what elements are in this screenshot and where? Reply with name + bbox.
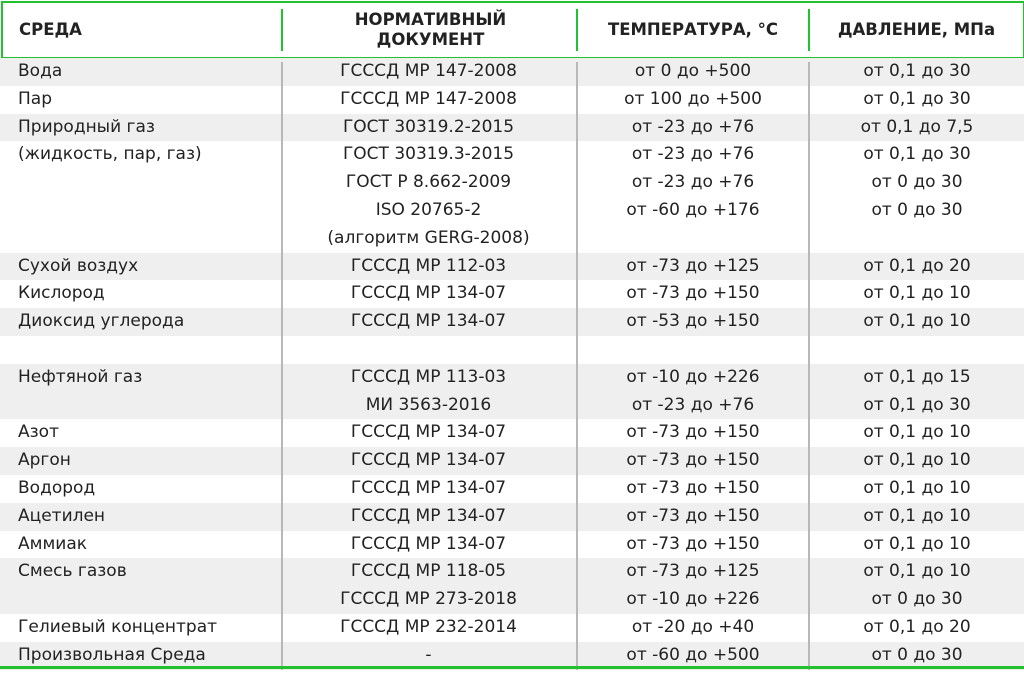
cell-temperature: от 0 до +500 xyxy=(634,61,752,81)
cell-medium: Нефтяной газ xyxy=(18,366,143,387)
cell-temperature: от -23 до +76 xyxy=(631,172,755,193)
cell-pressure: от 0 до 30 xyxy=(871,589,963,610)
cell-temperature: от -73 до +125 xyxy=(626,561,760,582)
cell-medium: Природный газ xyxy=(18,116,155,137)
table-row xyxy=(0,280,1024,308)
cell-document: ГСССД МР 134-07 xyxy=(350,477,507,498)
cell-temperature: от -23 до +76 xyxy=(631,394,755,415)
table-row xyxy=(0,58,1024,86)
header-pressure: ДАВЛЕНИЕ, МПа xyxy=(837,20,996,39)
cell-document: ГОСТ Р 8.662-2009 xyxy=(345,172,512,193)
cell-pressure xyxy=(810,225,1024,253)
cell-temperature xyxy=(578,225,808,253)
cell-document xyxy=(281,336,576,364)
cell-pressure: от 0 до 30 xyxy=(871,199,963,220)
cell-medium: Произвольная Среда xyxy=(18,644,206,665)
cell-document: (алгоритм GERG-2008) xyxy=(327,227,530,248)
cell-pressure: от 0,1 до 20 xyxy=(863,616,971,637)
cell-pressure: от 0,1 до 10 xyxy=(863,283,971,304)
cell-document: ГОСТ 30319.2-2015 xyxy=(342,116,515,137)
cell-pressure: от 0,1 до 10 xyxy=(863,533,971,554)
table-row xyxy=(0,447,1024,475)
cell-pressure: от 0,1 до 30 xyxy=(863,144,971,165)
cell-document: ГСССД МР 134-07 xyxy=(350,311,507,332)
table-row xyxy=(0,614,1024,642)
cell-document: ГСССД МР 232-2014 xyxy=(340,616,517,637)
column-divider xyxy=(281,62,283,670)
cell-medium: Смесь газов xyxy=(18,561,127,582)
table-row xyxy=(0,308,1024,336)
table-row xyxy=(0,253,1024,281)
cell-medium: Пар xyxy=(18,88,52,109)
cell-temperature: от -20 до +40 xyxy=(631,616,755,637)
cell-document: ГСССД МР 147-2008 xyxy=(340,61,517,81)
cell-pressure: от 0,1 до 30 xyxy=(863,61,971,81)
cell-pressure: от 0,1 до 10 xyxy=(863,422,971,443)
cell-medium: Аммиак xyxy=(18,533,88,554)
cell-document: ГСССД МР 134-07 xyxy=(350,422,507,443)
table-row xyxy=(0,364,1024,392)
table-row xyxy=(0,225,1024,253)
table-row xyxy=(0,558,1024,586)
cell-document: МИ 3563-2016 xyxy=(365,394,492,415)
cell-document: ГСССД МР 273-2018 xyxy=(340,589,517,610)
cell-pressure: от 0,1 до 10 xyxy=(863,505,971,526)
cell-temperature: от -73 до +150 xyxy=(626,533,760,554)
cell-pressure: от 0,1 до 30 xyxy=(863,394,971,415)
table-row xyxy=(0,169,1024,197)
cell-pressure xyxy=(810,336,1024,364)
table-row xyxy=(0,336,1024,364)
cell-pressure: от 0,1 до 30 xyxy=(863,88,971,109)
header-document xyxy=(283,3,578,57)
cell-temperature: от -60 до +176 xyxy=(626,199,760,220)
cell-temperature: от -23 до +76 xyxy=(631,144,755,165)
cell-temperature: от -53 до +150 xyxy=(626,311,760,332)
cell-medium: Сухой воздух xyxy=(18,255,139,276)
table-row xyxy=(0,419,1024,447)
cell-temperature: от -73 до +125 xyxy=(626,255,760,276)
cell-temperature: от -73 до +150 xyxy=(626,505,760,526)
column-divider xyxy=(808,62,810,670)
table-row xyxy=(0,586,1024,614)
table-row xyxy=(0,475,1024,503)
cell-document: ГСССД МР 147-2008 xyxy=(340,88,517,109)
cell-temperature: от -73 до +150 xyxy=(626,477,760,498)
cell-medium: Вода xyxy=(18,61,63,81)
cell-pressure: от 0,1 до 10 xyxy=(863,450,971,471)
cell-temperature: от -60 до +500 xyxy=(626,644,760,665)
table-row xyxy=(0,392,1024,420)
cell-document: ГСССД МР 134-07 xyxy=(350,505,507,526)
cell-document: ГСССД МР 134-07 xyxy=(350,283,507,304)
cell-medium: Кислород xyxy=(18,283,105,304)
cell-document: ГСССД МР 118-05 xyxy=(350,561,507,582)
cell-temperature: от -73 до +150 xyxy=(626,283,760,304)
cell-temperature: от 100 до +500 xyxy=(624,88,762,109)
cell-pressure: от 0,1 до 7,5 xyxy=(860,116,974,137)
cell-medium: (жидкость, пар, газ) xyxy=(18,144,202,165)
cell-temperature: от -23 до +76 xyxy=(631,116,755,137)
bottom-border xyxy=(0,666,1024,669)
cell-medium: Диоксид углерода xyxy=(18,311,185,332)
cell-pressure: от 0,1 до 10 xyxy=(863,477,971,498)
cell-pressure: от 0 до 30 xyxy=(871,172,963,193)
cell-pressure: от 0,1 до 15 xyxy=(863,366,971,387)
header-document-line2: ДОКУМЕНТ xyxy=(376,30,485,49)
cell-pressure: от 0 до 30 xyxy=(871,644,963,665)
table-row xyxy=(0,197,1024,225)
cell-document: ГСССД МР 113-03 xyxy=(350,366,507,387)
cell-temperature: от -10 до +226 xyxy=(626,589,760,610)
header-temperature: ТЕМПЕРАТУРА, °С xyxy=(607,20,779,39)
table-row xyxy=(0,86,1024,114)
cell-medium: Азот xyxy=(18,422,59,443)
cell-document: ГСССД МР 134-07 xyxy=(350,450,507,471)
table-body xyxy=(0,58,1024,670)
table-row xyxy=(0,531,1024,559)
cell-temperature: от -10 до +226 xyxy=(626,366,760,387)
cell-pressure: от 0,1 до 10 xyxy=(863,311,971,332)
cell-document: ISO 20765-2 xyxy=(375,199,482,220)
header-document-line1: НОРМАТИВНЫЙ xyxy=(354,10,507,29)
cell-temperature: от -73 до +150 xyxy=(626,422,760,443)
cell-document: ГОСТ 30319.3-2015 xyxy=(342,144,515,165)
cell-medium: Аргон xyxy=(18,450,71,471)
cell-document: ГСССД МР 112-03 xyxy=(350,255,507,276)
cell-document: ГСССД МР 134-07 xyxy=(350,533,507,554)
cell-medium: Ацетилен xyxy=(18,505,106,526)
header-medium: СРЕДА xyxy=(19,20,82,39)
table-row xyxy=(0,114,1024,142)
cell-pressure: от 0,1 до 20 xyxy=(863,255,971,276)
table-row xyxy=(0,503,1024,531)
column-divider xyxy=(576,62,578,670)
cell-temperature xyxy=(578,336,808,364)
table-row xyxy=(0,141,1024,169)
cell-pressure: от 0,1 до 10 xyxy=(863,561,971,582)
cell-medium: Гелиевый концентрат xyxy=(18,616,218,637)
cell-document: - xyxy=(425,644,432,665)
cell-temperature: от -73 до +150 xyxy=(626,450,760,471)
table-header xyxy=(1,1,1024,59)
cell-medium: Водород xyxy=(18,477,96,498)
